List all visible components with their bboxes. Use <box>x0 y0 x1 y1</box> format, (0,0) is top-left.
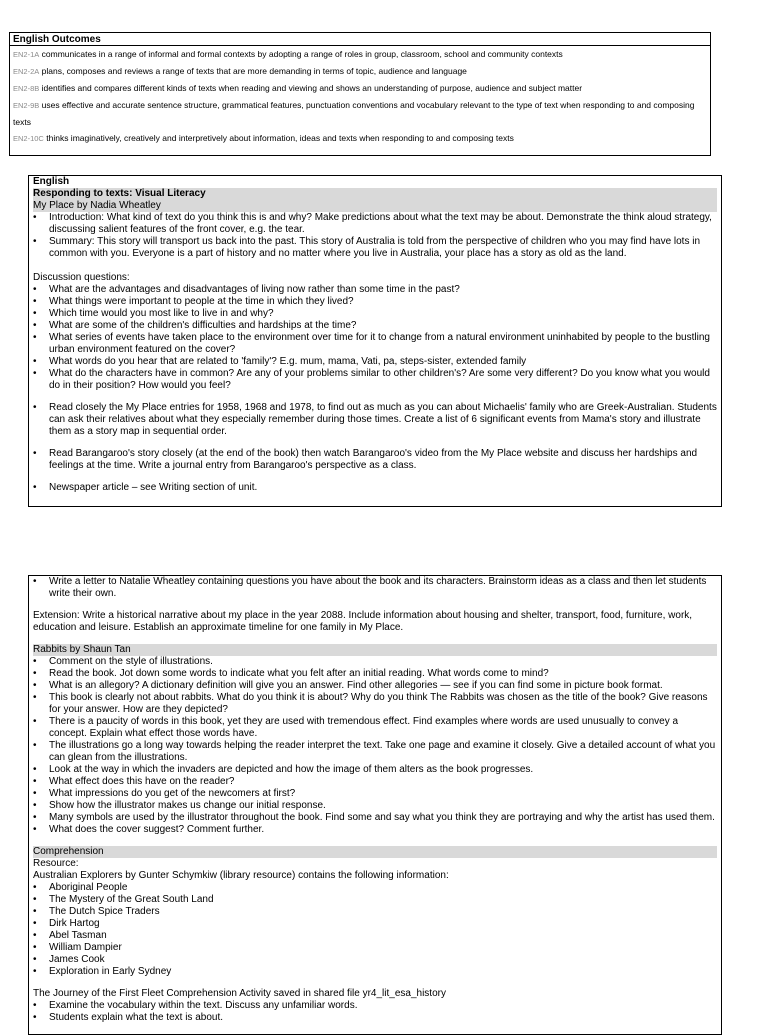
journey-text: The Journey of the First Fleet Comprehension Activity saved in shared file yr4_lit_esa_history <box>33 988 446 999</box>
visual-literacy-table <box>28 175 722 507</box>
list-item: • What words do you hear that are related to 'family'? E.g. mum, mama, Vati, pa, steps-sister, extended family <box>33 356 717 368</box>
task-list <box>33 482 717 494</box>
list-item: • What effect does this have on the reader? <box>33 776 717 788</box>
list-item: • Aboriginal People <box>33 882 717 894</box>
list-item: • William Dampier <box>33 942 717 954</box>
book-title: My Place by Nadia Wheatley <box>33 200 717 212</box>
list-item: • Introduction: What kind of text do you think this is and why? Make predictions about what the text may be about. Demonstrate the think aloud strategy, discussing salient features of the front cover, e.g. the tear. <box>33 212 717 236</box>
list-item: • Students explain what the text is about. <box>33 1012 717 1024</box>
resource-text: Australian Explorers by Gunter Schymkiw (library resource) contains the following information: <box>33 870 449 881</box>
letter-list <box>33 576 717 600</box>
list-item: • What things were important to people at the time in which they lived? <box>33 296 717 308</box>
outcomes-title: English Outcomes <box>10 33 710 46</box>
outcome-item <box>13 80 707 97</box>
outcome-code: EN2-8B <box>13 84 40 93</box>
list-item: • What do the characters have in common? Are any of your problems similar to other children's? Are some very different? Do you know what you would do in their position? How would you feel? <box>33 368 717 392</box>
outcome-code: EN2-9B <box>13 101 40 110</box>
outcome-item <box>13 63 707 80</box>
list-item: • Read closely the My Place entries for 1958, 1968 and 1978, to find out as much as you can about Michaelis' family who are Greek-Australian. Students can ask their relatives about what they especially remember during those times. Create a list of 6 significant events from Mama's story and illustrate them as a story map in sequential order. <box>33 402 717 438</box>
list-item: • The illustrations go a long way towards helping the reader interpret the text. Take one page and examine it closely. Give a detailed account of what you can glean from the illustrations. <box>33 740 717 764</box>
list-item: • What are the advantages and disadvantages of living now rather than some time in the past? <box>33 284 717 296</box>
list-item: • Examine the vocabulary within the text. Discuss any unfamiliar words. <box>33 1000 717 1012</box>
resource-list <box>33 882 717 978</box>
intro-list <box>33 212 717 260</box>
list-item: • James Cook <box>33 954 717 966</box>
outcome-text: identifies and compares different kinds of texts when reading and viewing and shows an understanding of purpose, audience and subject matter <box>41 83 583 93</box>
extension-text: Extension: Write a historical narrative about my place in the year 2088. Include information about housing and shelter, transport, food, furniture, work, education and leisure. Establish an approximate timeline for one family in My Place. <box>33 610 693 633</box>
list-item: • Which time would you most like to live in and why? <box>33 308 717 320</box>
list-item: • Summary: This story will transport us back into the past. This story of Australia is told from the perspective of children who you may find have lots in common with you. Everyone is a part of history and no matter where you live in Australia, your place has a story as old as the land. <box>33 236 717 260</box>
outcome-text: uses effective and accurate sentence structure, grammatical features, punctuation conventions and vocabulary relevant to the type of text when responding to and composing texts <box>13 100 695 127</box>
outcome-code: EN2-2A <box>13 67 40 76</box>
list-item: • Many symbols are used by the illustrator throughout the book. Find some and say what you think they are portraying and why the artist has used them. <box>33 812 717 824</box>
list-item: • What does the cover suggest? Comment further. <box>33 824 717 836</box>
list-item: • What impressions do you get of the newcomers at first? <box>33 788 717 800</box>
list-item: • What are some of the children's difficulties and hardships at the time? <box>33 320 717 332</box>
list-item: • Comment on the style of illustrations. <box>33 656 717 668</box>
list-item: • Newspaper article – see Writing section of unit. <box>33 482 717 494</box>
list-item: • Abel Tasman <box>33 930 717 942</box>
outcome-item <box>13 130 707 147</box>
list-item: • Dirk Hartog <box>33 918 717 930</box>
rabbits-list <box>33 656 717 836</box>
subject-heading: English <box>33 176 70 187</box>
outcome-text: communicates in a range of informal and formal contexts by adopting a range of roles in group, classroom, school and community contexts <box>41 49 563 59</box>
rabbits-table <box>28 575 722 1035</box>
list-item: • Show how the illustrator makes us change our initial response. <box>33 800 717 812</box>
task-list <box>33 448 717 472</box>
list-item: • Look at the way in which the invaders are depicted and how the image of them alters as the book progresses. <box>33 764 717 776</box>
journey-list <box>33 1000 717 1024</box>
list-item: • Read the book. Jot down some words to indicate what you felt after an initial reading. What words come to mind? <box>33 668 717 680</box>
list-item: • Write a letter to Natalie Wheatley containing questions you have about the book and its characters. Brainstorm ideas as a class and then let students write their own. <box>33 576 717 600</box>
outcome-item <box>13 97 707 130</box>
rabbits-heading: Rabbits by Shaun Tan <box>33 644 717 656</box>
resource-label: Resource: <box>33 858 79 869</box>
list-item: • The Dutch Spice Traders <box>33 906 717 918</box>
list-item: • There is a paucity of words in this book, yet they are used with tremendous effect. Find examples where words are used unusually to convey a concept. Explain what effect those words have. <box>33 716 717 740</box>
list-item: • The Mystery of the Great South Land <box>33 894 717 906</box>
comprehension-heading: Comprehension <box>33 846 717 858</box>
outcome-text: plans, composes and reviews a range of texts that are more demanding in terms of topic, audience and language <box>41 66 467 76</box>
outcome-item <box>13 46 707 63</box>
list-item: • What series of events have taken place to the environment over time for it to change from a natural environment uninhabited by people to the bustling urban environment featured on the cover? <box>33 332 717 356</box>
list-item: • Exploration in Early Sydney <box>33 966 717 978</box>
outcomes-list <box>10 46 710 147</box>
outcome-code: EN2-1A <box>13 50 40 59</box>
discussion-label: Discussion questions: <box>33 272 130 283</box>
outcome-text: thinks imaginatively, creatively and interpretively about information, ideas and texts when responding to and composing texts <box>46 133 514 143</box>
list-item: • This book is clearly not about rabbits. What do you think it is about? Why do you think The Rabbits was chosen as the title of the book? Give reasons for your answer. How are they depicted? <box>33 692 717 716</box>
section-heading: Responding to texts: Visual Literacy <box>33 188 717 200</box>
outcomes-table <box>9 32 711 156</box>
outcome-code: EN2-10C <box>13 134 44 143</box>
discussion-list <box>33 284 717 392</box>
list-item: • What is an allegory? A dictionary definition will give you an answer. Find other allegories — see if you can find some in picture book format. <box>33 680 717 692</box>
list-item: • Read Barangaroo's story closely (at the end of the book) then watch Barangaroo's video from the My Place website and discuss her hardships and feelings at the time. Write a journal entry from Barangaroo's perspective as a class. <box>33 448 717 472</box>
task-list <box>33 402 717 438</box>
